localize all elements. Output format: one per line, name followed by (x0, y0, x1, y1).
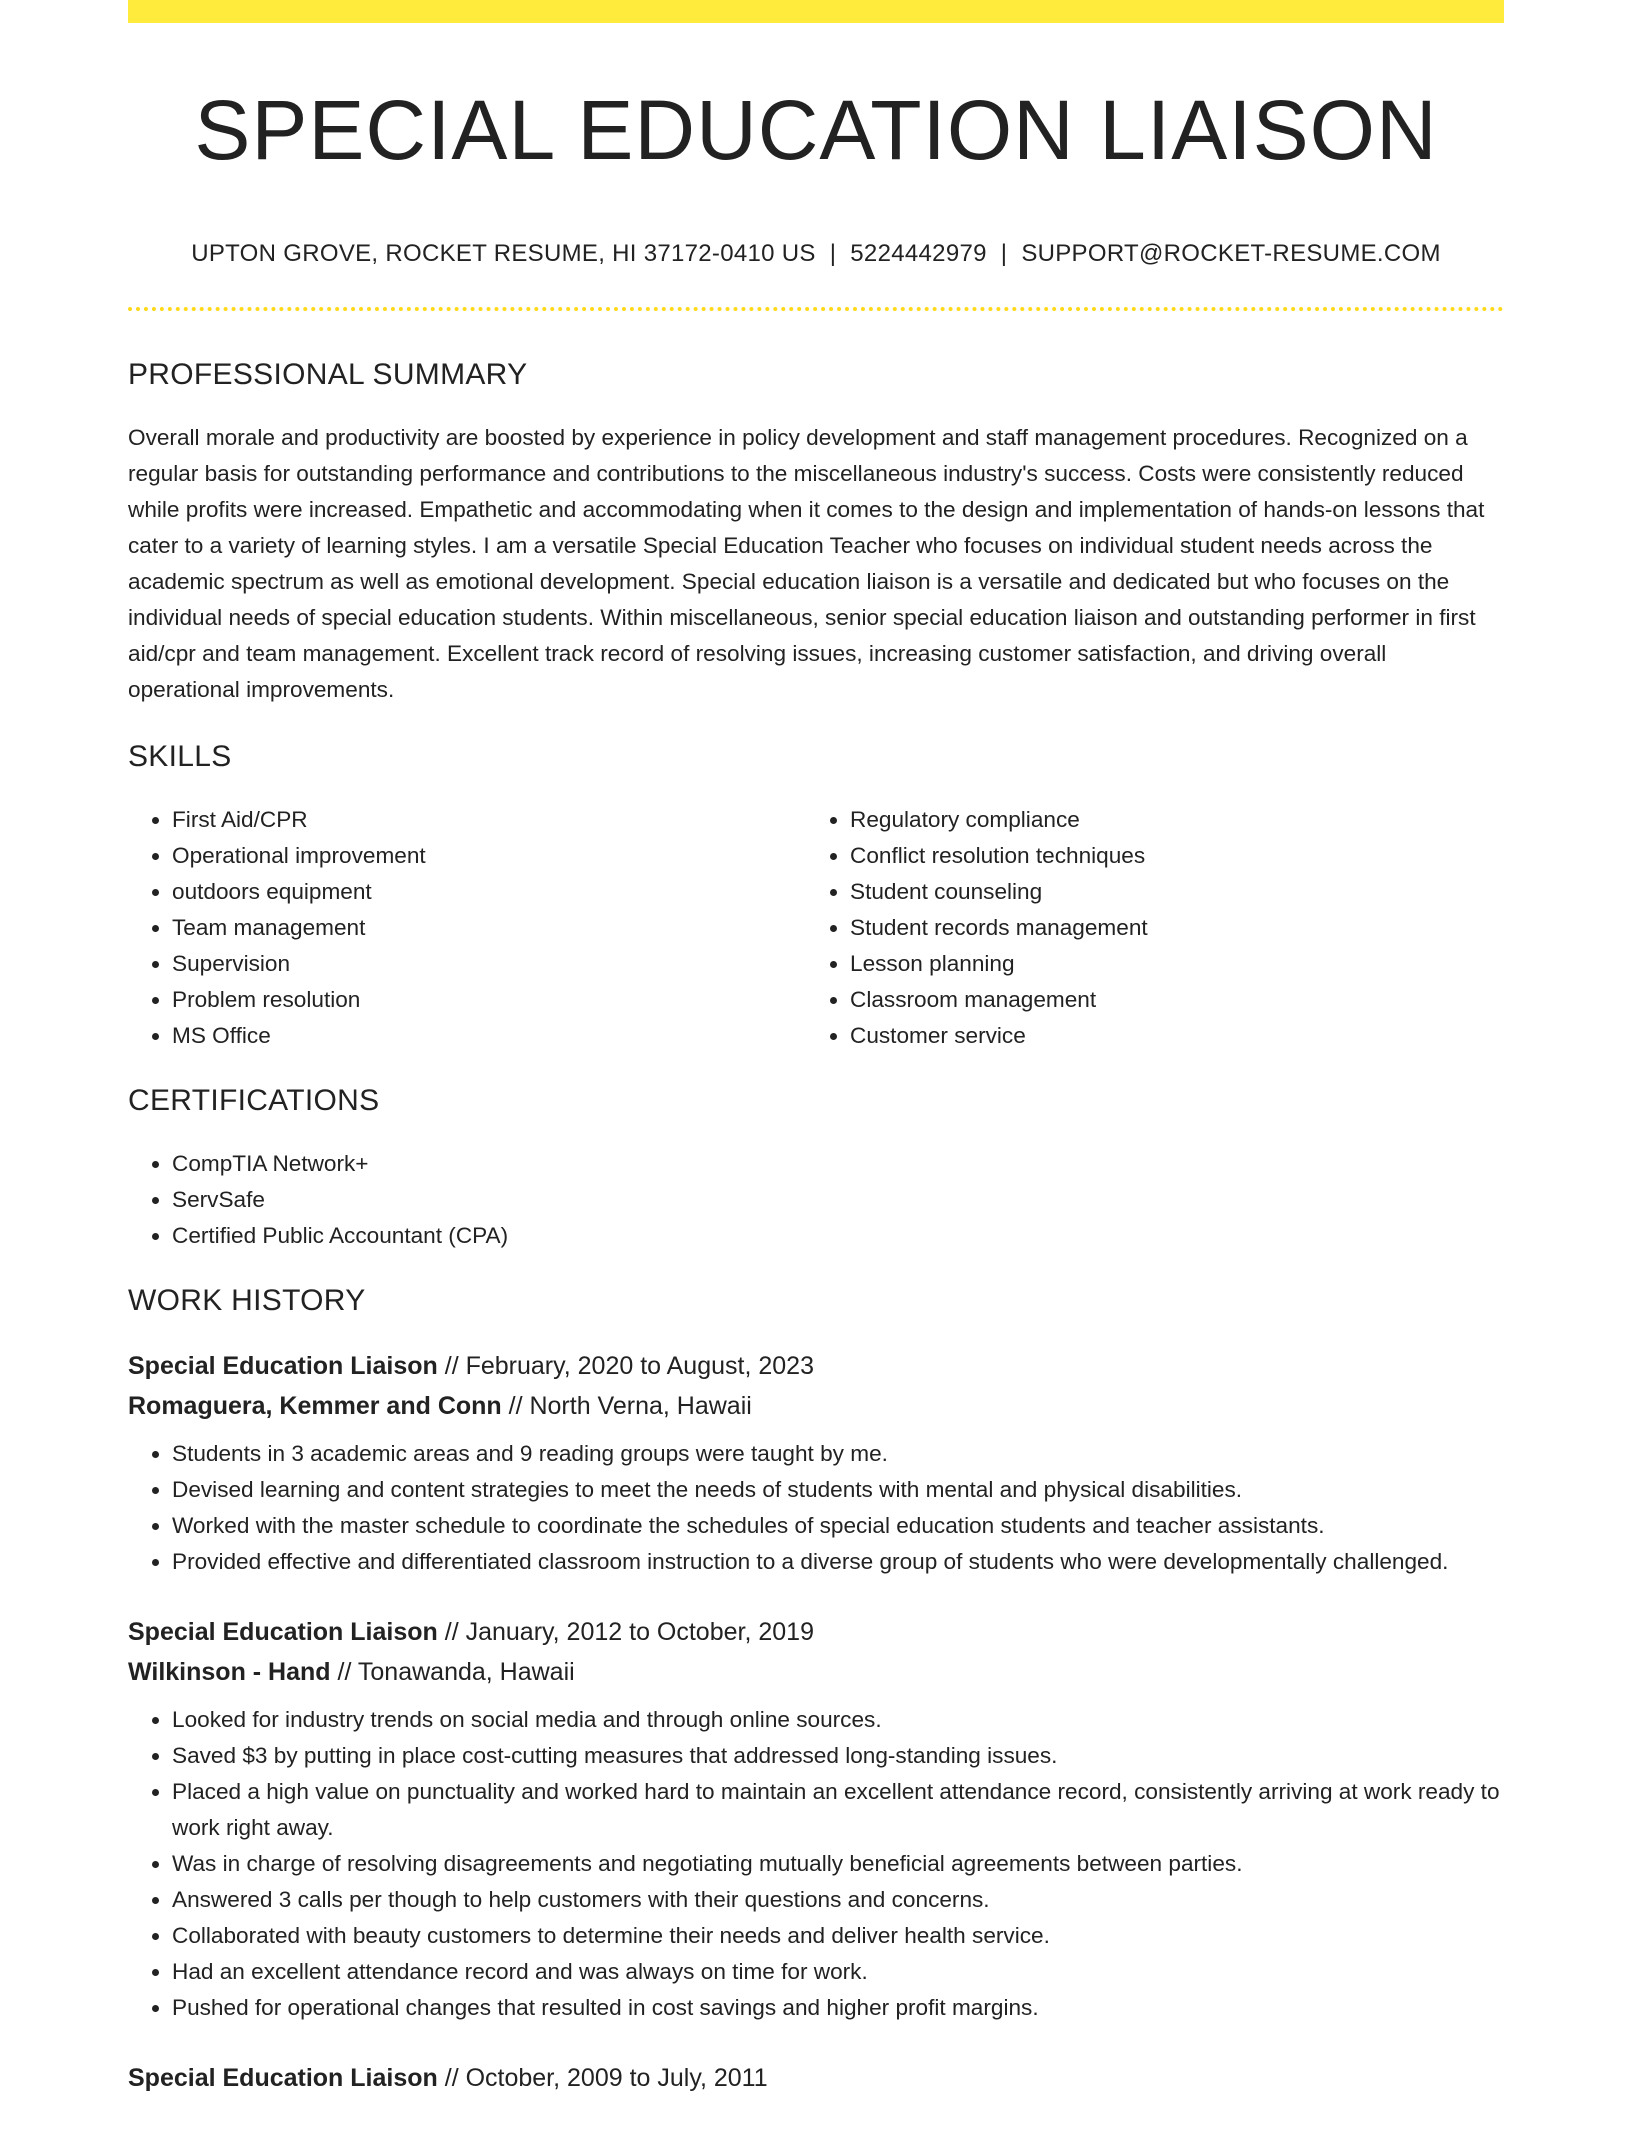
skills-column-right (806, 802, 1484, 1054)
job-role: Special Education Liaison (128, 1618, 438, 1646)
skill-item: • Classroom management (850, 982, 1484, 1018)
accent-bar (128, 0, 1504, 23)
skill-item: • Student records management (850, 910, 1484, 946)
contact-separator: | (1000, 240, 1008, 267)
job-role: Special Education Liaison (128, 2064, 438, 2092)
resume-content (128, 352, 1504, 2130)
job-bullet: • Looked for industry trends on social media and through online sources. (172, 1702, 1504, 1738)
job-bullets (128, 1702, 1504, 2026)
summary-section (128, 352, 1504, 708)
job-dates: // October, 2009 to July, 2011 (437, 2064, 768, 2092)
job-bullet: • Placed a high value on punctuality and worked hard to maintain an excellent attendance record, consistently arriving at work ready to work right away. (172, 1774, 1504, 1846)
job-bullet: • Was in charge of resolving disagreements and negotiating mutually beneficial agreements between parties. (172, 1846, 1504, 1882)
job-bullet: • Worked with the master schedule to coordinate the schedules of special education students and teacher assistants. (172, 1508, 1504, 1544)
work-history-section (128, 1278, 1504, 2098)
skill-item: • Customer service (850, 1018, 1484, 1054)
skill-item: • Student counseling (850, 874, 1484, 910)
contact-address: UPTON GROVE, ROCKET RESUME, HI 37172-0410 US (191, 240, 816, 267)
job-bullet: • Answered 3 calls per though to help customers with their questions and concerns. (172, 1882, 1504, 1918)
job-title-line (128, 2058, 1504, 2098)
contact-line (128, 236, 1504, 272)
job-entry (128, 1346, 1504, 1580)
certification-item: • Certified Public Accountant (CPA) (172, 1218, 1504, 1254)
resume-name: SPECIAL EDUCATION LIAISON (194, 83, 1438, 177)
job-location: // Tonawanda, Hawaii (330, 1658, 575, 1686)
job-location: // North Verna, Hawaii (501, 1392, 752, 1420)
certifications-section (128, 1078, 1504, 1254)
skill-item: • Operational improvement (172, 838, 806, 874)
job-dates: // January, 2012 to October, 2019 (437, 1618, 814, 1646)
contact-email: SUPPORT@ROCKET-RESUME.COM (1021, 240, 1441, 267)
certifications-list (128, 1146, 1504, 1254)
skill-item: • Supervision (172, 946, 806, 982)
certification-item: • ServSafe (172, 1182, 1504, 1218)
skill-item: • Regulatory compliance (850, 802, 1484, 838)
job-bullet: • Pushed for operational changes that resulted in cost savings and higher profit margins. (172, 1990, 1504, 2026)
skill-item: • Problem resolution (172, 982, 806, 1018)
skill-item: • Team management (172, 910, 806, 946)
summary-title: PROFESSIONAL SUMMARY (128, 358, 528, 391)
skill-item: • Conflict resolution techniques (850, 838, 1484, 874)
skill-item: • First Aid/CPR (172, 802, 806, 838)
job-role: Special Education Liaison (128, 1352, 438, 1380)
skill-item: • Lesson planning (850, 946, 1484, 982)
work-history-title: WORK HISTORY (128, 1284, 366, 1317)
dotted-divider (128, 307, 1504, 311)
skill-item: • MS Office (172, 1018, 806, 1054)
job-bullet: • Devised learning and content strategies to meet the needs of students with mental and physical disabilities. (172, 1472, 1504, 1508)
contact-separator: | (829, 240, 837, 267)
resume-page (128, 0, 1504, 2112)
job-dates: // February, 2020 to August, 2023 (437, 1352, 814, 1380)
certification-item: • CompTIA Network+ (172, 1146, 1504, 1182)
job-title-line (128, 1612, 1504, 1652)
job-bullet: • Provided effective and differentiated classroom instruction to a diverse group of students who were developmentally challenged. (172, 1544, 1504, 1580)
contact-phone: 5224442979 (850, 240, 987, 267)
job-company: Wilkinson - Hand (128, 1658, 331, 1686)
job-entry (128, 2058, 1504, 2098)
summary-text: Overall morale and productivity are boosted by experience in policy development and staff management procedures. Recognized on a regular basis for outstanding performance and contributions to the miscellaneous industry's success. Costs were consistently reduced while profits were increased. Empathetic and accommodating when it comes to the design and implementation of hands-on lessons that cater to a variety of learning styles. I am a versatile Special Education Teacher who focuses on individual student needs across the academic spectrum as well as emotional development. Special education liaison is a versatile and dedicated but who focuses on the individual needs of special education students. Within miscellaneous, senior special education liaison and outstanding performer in first aid/cpr and team management. Excellent track record of resolving issues, increasing customer satisfaction, and driving overall operational improvements. (128, 425, 1485, 702)
job-title-line (128, 1346, 1504, 1386)
job-bullets (128, 1436, 1504, 1580)
skills-grid (128, 802, 1504, 1054)
certifications-title: CERTIFICATIONS (128, 1084, 380, 1117)
job-company: Romaguera, Kemmer and Conn (128, 1392, 502, 1420)
job-bullet: • Saved $3 by putting in place cost-cutting measures that addressed long-standing issues. (172, 1738, 1504, 1774)
skills-title: SKILLS (128, 740, 232, 773)
skills-list-left (128, 802, 806, 1054)
job-company-line (128, 1652, 1504, 1692)
skill-item: • outdoors equipment (172, 874, 806, 910)
job-bullet: • Collaborated with beauty customers to determine their needs and deliver health service. (172, 1918, 1504, 1954)
job-bullet: • Had an excellent attendance record and was always on time for work. (172, 1954, 1504, 1990)
job-entry (128, 1612, 1504, 2026)
skills-section (128, 734, 1504, 1054)
job-company-line (128, 1386, 1504, 1426)
job-bullet: • Students in 3 academic areas and 9 reading groups were taught by me. (172, 1436, 1504, 1472)
skills-list-right (806, 802, 1484, 1054)
skills-column-left (128, 802, 806, 1054)
